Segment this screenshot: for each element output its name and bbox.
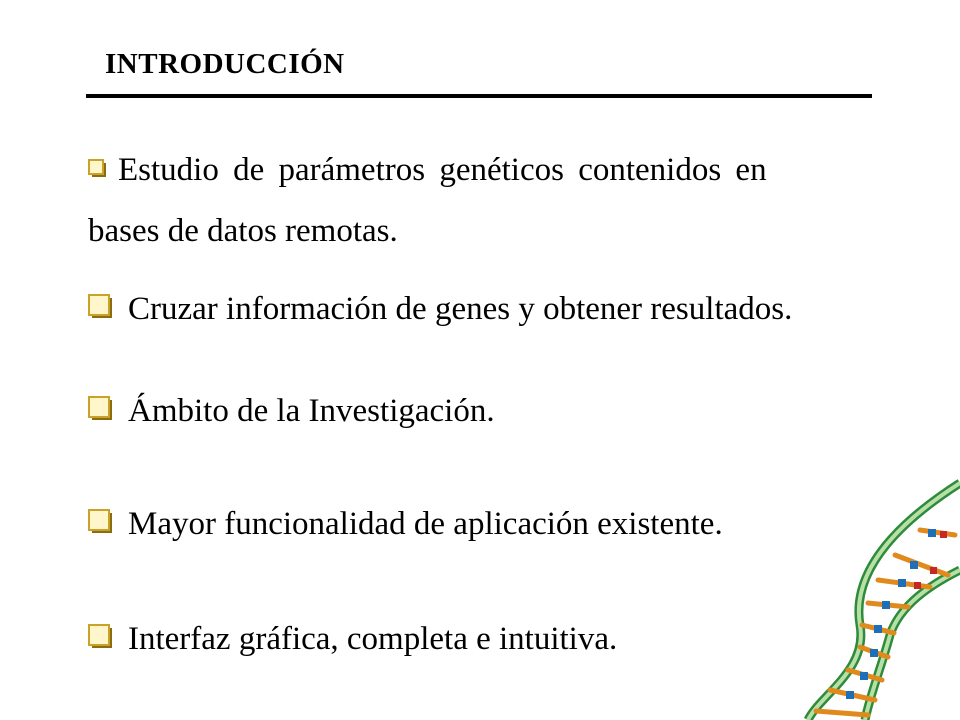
bullet-item-4 — [88, 508, 723, 541]
page-title: INTRODUCCIÓN — [105, 48, 345, 80]
bullet-text-2: Cruzar información de genes y obtener resultados. — [128, 291, 793, 327]
bullet-text-1-continuation: bases de datos remotas. — [88, 213, 398, 249]
bullet-item-3 — [88, 395, 495, 428]
title-underline — [86, 94, 872, 98]
bullet-text-5: Interfaz gráfica, completa e intuitiva. — [128, 621, 618, 657]
square-bullet-icon — [88, 509, 110, 531]
bullet-text-4: Mayor funcionalidad de aplicación existente. — [128, 506, 723, 542]
bullet-item-1 — [88, 154, 767, 187]
square-bullet-icon — [88, 624, 110, 646]
bullet-item-5 — [88, 623, 617, 656]
bullet-text-3: Ámbito de la Investigación. — [128, 393, 495, 429]
square-bullet-icon — [88, 396, 110, 418]
bullet-item-2 — [88, 293, 792, 326]
bullet-text-1: Estudio de parámetros genéticos contenidos en — [118, 152, 767, 188]
square-bullet-icon — [88, 159, 104, 175]
dna-helix-icon — [790, 475, 960, 720]
square-bullet-icon — [88, 294, 110, 316]
